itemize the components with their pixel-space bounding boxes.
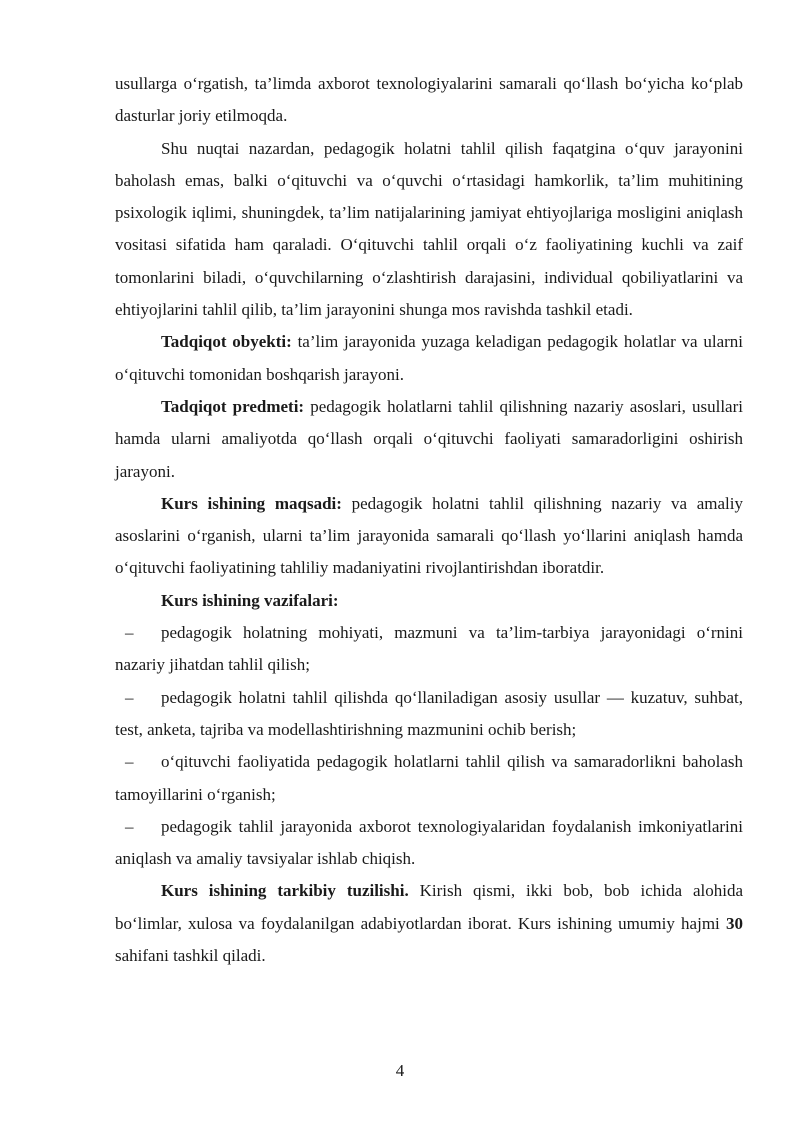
tasks-heading: Kurs ishining vazifalari: xyxy=(161,590,339,610)
task-item xyxy=(115,617,743,682)
dash-bullet-icon: – xyxy=(125,623,134,643)
paragraph-course-structure xyxy=(115,875,743,972)
dash-bullet-icon: – xyxy=(125,687,134,707)
paragraph-analysis: Shu nuqtai nazardan, pedagogik holatni tahlil qilish faqatgina o‘quv jarayonini baholash emas, balki o‘qituvchi va o‘quvchi o‘rtasidagi hamkorlik, ta’lim muhitining psixologik iqlimi, shuningdek, ta’lim natijalarining jamiyat ehtiyojlariga mosligini aniqlash vositasi sifatida ham qaraladi. O‘qituvchi tahlil orqali o‘z faoliyatining kuchli va zaif tomonlarini biladi, o‘quvchilarning o‘zlashtirish darajasini, individual qobiliyatlarini va ehtiyojlarini tahlil qilib, ta’lim jarayonini shunga mos ravishda tashkil etadi. xyxy=(115,138,743,320)
document-page xyxy=(115,68,743,972)
task-item-text: pedagogik holatning mohiyati, mazmuni va ta’lim-tarbiya jarayonidagi o‘rnini nazariy jihatdan tahlil qilish; xyxy=(115,623,743,675)
dash-bullet-icon: – xyxy=(125,816,134,836)
paragraph-course-goal xyxy=(115,488,743,585)
paragraph-research-object xyxy=(115,326,743,391)
page-count: 30 xyxy=(726,913,743,933)
dash-bullet-icon: – xyxy=(125,752,134,772)
paragraph-research-subject xyxy=(115,391,743,488)
task-item-text: pedagogik holatni tahlil qilishda qo‘llaniladigan asosiy usullar — kuzatuv, suhbat, test, anketa, tajriba va modellashtirishning mazmunini ochib berish; xyxy=(115,687,743,739)
course-structure-text-end: sahifani tashkil qiladi. xyxy=(115,946,266,966)
task-item xyxy=(115,746,743,811)
task-item-text: o‘qituvchi faoliyatida pedagogik holatlarni tahlil qilish va samaradorlikni baholash tamoyillarini o‘rganish; xyxy=(115,752,743,804)
task-item xyxy=(115,811,743,876)
course-structure-text: Kirish qismi, ikki bob, bob ichida alohida bo‘limlar, xulosa va foydalanilgan adabiyotlardan iborat. Kurs ishining umumiy hajmi xyxy=(115,881,743,933)
course-goal-label: Kurs ishining maqsadi: xyxy=(161,493,342,513)
page-number: 4 xyxy=(395,1061,405,1080)
research-object-text: ta’lim jarayonida yuzaga keladigan pedagogik holatlar va ularni o‘qituvchi tomonidan boshqarish jarayoni. xyxy=(115,332,744,384)
task-item-text: pedagogik tahlil jarayonida axborot texnologiyalaridan foydalanish imkoniyatlarini aniqlash va amaliy tavsiyalar ishlab chiqish. xyxy=(115,816,743,869)
research-object-label: Tadqiqot obyekti: xyxy=(161,332,292,352)
course-structure-label: Kurs ishining tarkibiy tuzilishi. xyxy=(161,881,409,901)
paragraph-intro-continuation: usullarga o‘rgatish, ta’limda axborot texnologiyalarini samarali qo‘llash bo‘yicha ko‘plab dasturlar joriy etilmoqda. xyxy=(115,74,743,126)
task-item xyxy=(115,682,743,747)
course-goal-text: pedagogik holatni tahlil qilishning nazariy va amaliy asoslarini o‘rganish, ularni ta’lim jarayonida samarali qo‘llash yo‘llarini aniqlash hamda o‘qituvchi faoliyatining tahliliy madaniyatini rivojlantirishdan iboratdir. xyxy=(115,493,743,578)
research-subject-label: Tadqiqot predmeti: xyxy=(161,396,305,416)
research-subject-text: pedagogik holatlarni tahlil qilishning nazariy asoslari, usullari hamda ularni amaliyotda qo‘llash orqali o‘qituvchi faoliyati samaradorligini oshirish jarayoni. xyxy=(115,396,743,481)
